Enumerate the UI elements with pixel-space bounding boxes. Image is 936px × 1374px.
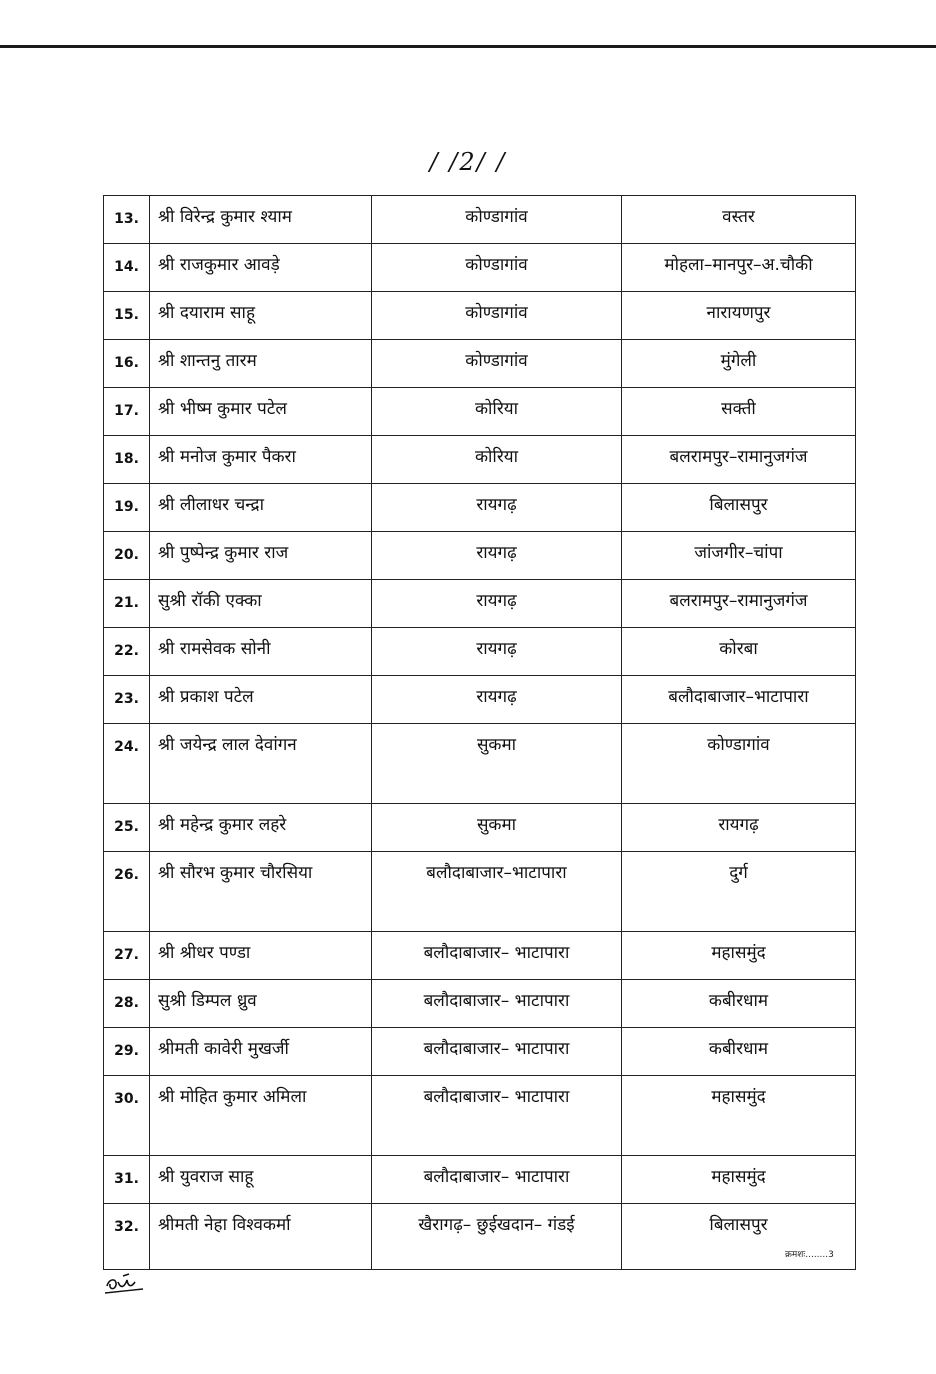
serial-number: 19. — [104, 484, 150, 532]
serial-number: 32. — [104, 1204, 150, 1270]
from-district: रायगढ़ — [372, 580, 622, 628]
officer-name: श्री पुष्पेन्द्र कुमार राज — [150, 532, 372, 580]
to-district: महासमुंद — [622, 932, 856, 980]
serial-number: 25. — [104, 804, 150, 852]
table-row — [104, 628, 856, 676]
serial-number: 16. — [104, 340, 150, 388]
top-rule — [0, 45, 936, 48]
page-number: / /2/ / — [429, 148, 507, 176]
serial-number: 28. — [104, 980, 150, 1028]
officer-name: श्री युवराज साहू — [150, 1156, 372, 1204]
to-district: कबीरधाम — [622, 1028, 856, 1076]
from-district: बलौदाबाजार– भाटापारा — [372, 1028, 622, 1076]
table-row — [104, 852, 856, 932]
officer-name: सुश्री डिम्पल ध्रुव — [150, 980, 372, 1028]
officer-name: श्री दयाराम साहू — [150, 292, 372, 340]
serial-number: 18. — [104, 436, 150, 484]
from-district: खैरागढ़– छुईखदान– गंडई — [372, 1204, 622, 1270]
officer-name: श्री प्रकाश पटेल — [150, 676, 372, 724]
officer-name: श्रीमती नेहा विश्वकर्मा — [150, 1204, 372, 1270]
serial-number: 31. — [104, 1156, 150, 1204]
to-district: बिलासपुर — [622, 484, 856, 532]
officer-name: श्रीमती कावेरी मुखर्जी — [150, 1028, 372, 1076]
to-district: मोहला–मानपुर–अ.चौकी — [622, 244, 856, 292]
table-row — [104, 340, 856, 388]
serial-number: 15. — [104, 292, 150, 340]
serial-number: 24. — [104, 724, 150, 804]
table-row — [104, 1156, 856, 1204]
officer-name: सुश्री रॉकी एक्का — [150, 580, 372, 628]
to-district: जांजगीर–चांपा — [622, 532, 856, 580]
from-district: कोण्डागांव — [372, 292, 622, 340]
serial-number: 13. — [104, 196, 150, 244]
to-district: कोण्डागांव — [622, 724, 856, 804]
table-row — [104, 244, 856, 292]
table-row — [104, 484, 856, 532]
to-district: मुंगेली — [622, 340, 856, 388]
from-district: कोण्डागांव — [372, 196, 622, 244]
officer-name: श्री शान्तनु तारम — [150, 340, 372, 388]
to-district: बिलासपुर — [622, 1204, 856, 1270]
from-district: कोण्डागांव — [372, 244, 622, 292]
from-district: सुकमा — [372, 724, 622, 804]
from-district: कोण्डागांव — [372, 340, 622, 388]
table-row — [104, 932, 856, 980]
serial-number: 26. — [104, 852, 150, 932]
to-district: दुर्ग — [622, 852, 856, 932]
table-row — [104, 532, 856, 580]
serial-number: 20. — [104, 532, 150, 580]
from-district: बलौदाबाजार– भाटापारा — [372, 1156, 622, 1204]
from-district: रायगढ़ — [372, 628, 622, 676]
serial-number: 30. — [104, 1076, 150, 1156]
officer-name: श्री विरेन्द्र कुमार श्याम — [150, 196, 372, 244]
from-district: रायगढ़ — [372, 484, 622, 532]
officer-name: श्री मोहित कुमार अमिला — [150, 1076, 372, 1156]
table-row — [104, 980, 856, 1028]
continued-note: क्रमशः........3 — [785, 1250, 834, 1260]
to-district: बलरामपुर–रामानुजगंज — [622, 580, 856, 628]
transfer-table — [103, 195, 856, 1270]
to-district: वस्तर — [622, 196, 856, 244]
officer-name: श्री सौरभ कुमार चौरसिया — [150, 852, 372, 932]
to-district: बलरामपुर–रामानुजगंज — [622, 436, 856, 484]
table-row — [104, 724, 856, 804]
from-district: रायगढ़ — [372, 532, 622, 580]
from-district: बलौदाबाजार–भाटापारा — [372, 852, 622, 932]
serial-number: 22. — [104, 628, 150, 676]
serial-number: 23. — [104, 676, 150, 724]
from-district: बलौदाबाजार– भाटापारा — [372, 932, 622, 980]
to-district: नारायणपुर — [622, 292, 856, 340]
to-district: महासमुंद — [622, 1156, 856, 1204]
serial-number: 17. — [104, 388, 150, 436]
from-district: कोरिया — [372, 436, 622, 484]
officer-name: श्री श्रीधर पण्डा — [150, 932, 372, 980]
to-district: कबीरधाम — [622, 980, 856, 1028]
officer-name: श्री लीलाधर चन्द्रा — [150, 484, 372, 532]
officer-name: श्री मनोज कुमार पैकरा — [150, 436, 372, 484]
table-row — [104, 804, 856, 852]
officer-name: श्री भीष्म कुमार पटेल — [150, 388, 372, 436]
from-district: सुकमा — [372, 804, 622, 852]
to-district: सक्ती — [622, 388, 856, 436]
to-district: महासमुंद — [622, 1076, 856, 1156]
table-row — [104, 1028, 856, 1076]
officer-name: श्री राजकुमार आवड़े — [150, 244, 372, 292]
to-district: बलौदाबाजार–भाटापारा — [622, 676, 856, 724]
table-row — [104, 388, 856, 436]
table-row — [104, 676, 856, 724]
officer-name: श्री महेन्द्र कुमार लहरे — [150, 804, 372, 852]
serial-number: 21. — [104, 580, 150, 628]
to-district: रायगढ़ — [622, 804, 856, 852]
table-row — [104, 196, 856, 244]
serial-number: 27. — [104, 932, 150, 980]
serial-number: 14. — [104, 244, 150, 292]
officer-name: श्री रामसेवक सोनी — [150, 628, 372, 676]
serial-number: 29. — [104, 1028, 150, 1076]
table-row — [104, 292, 856, 340]
from-district: बलौदाबाजार– भाटापारा — [372, 980, 622, 1028]
from-district: कोरिया — [372, 388, 622, 436]
table-row — [104, 1076, 856, 1156]
table-row — [104, 436, 856, 484]
from-district: रायगढ़ — [372, 676, 622, 724]
to-district: कोरबा — [622, 628, 856, 676]
officer-name: श्री जयेन्द्र लाल देवांगन — [150, 724, 372, 804]
table-row — [104, 580, 856, 628]
from-district: बलौदाबाजार– भाटापारा — [372, 1076, 622, 1156]
table-row — [104, 1204, 856, 1270]
signature-mark — [103, 1272, 155, 1300]
